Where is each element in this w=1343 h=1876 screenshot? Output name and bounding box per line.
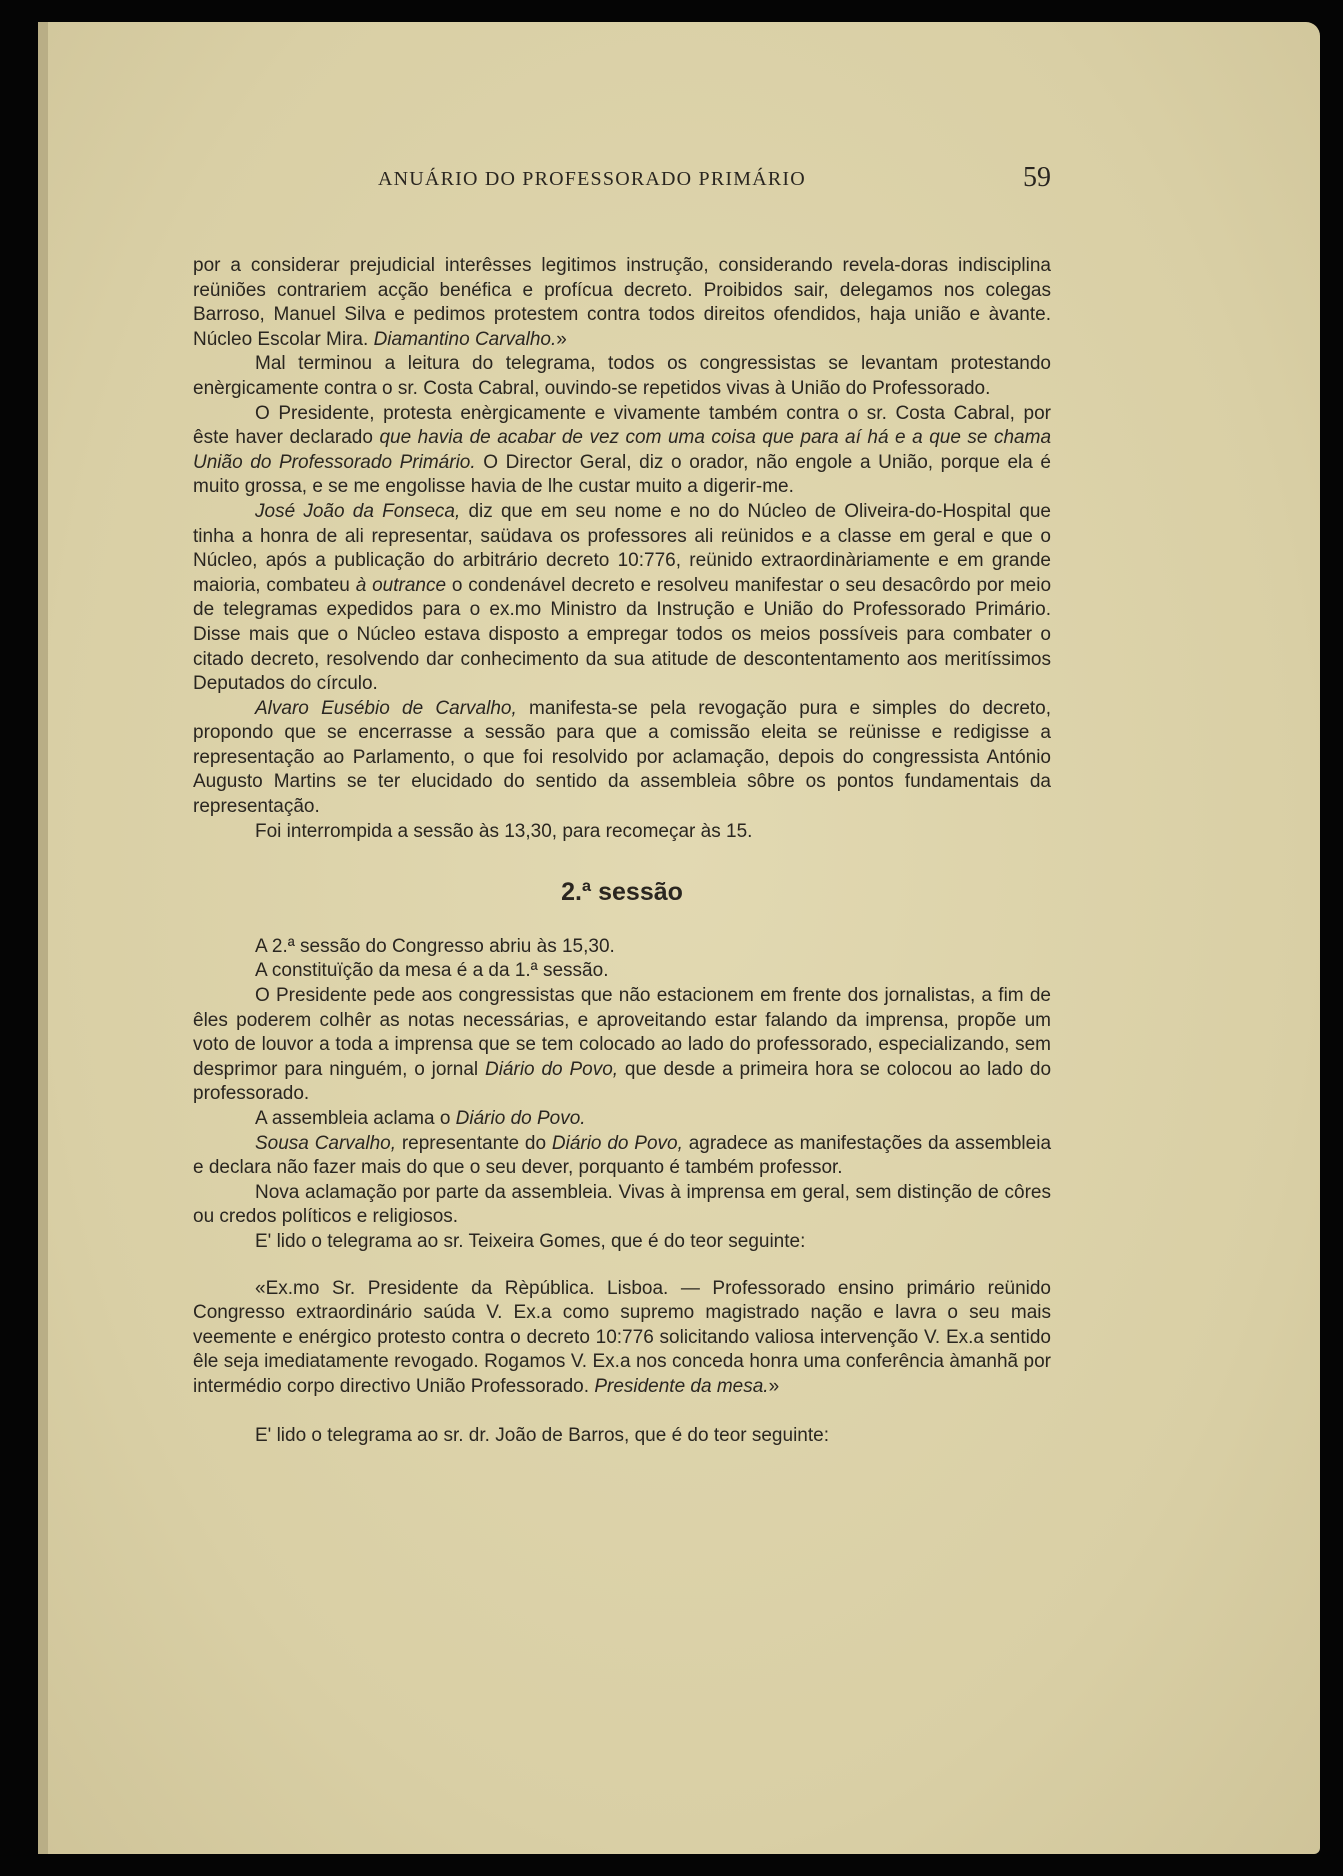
text-run: A assembleia aclama o [255, 1108, 451, 1129]
paragraph [193, 402, 1051, 500]
telegram-text [193, 1277, 1051, 1400]
italic-signature: Presidente da mesa. [594, 1375, 769, 1397]
text-run: que desde a primeira hora se colocou ao lado do professorado. [193, 1058, 1052, 1105]
text-run: representante do [401, 1132, 547, 1154]
text-run: O Presidente pede aos congressistas que não estacionem em frente dos jornalistas, a fim de êles poderem colhêr as notas necessárias, e aproveitando estar falando da imprensa, propõe um voto de louvor a toda a imprensa que se tem colocado ao lado do professorado, especializando, sem desprimor para ninguém, o jornal [193, 985, 1051, 1080]
paragraph: E' lido o telegrama ao sr. dr. João de Barros, que é do teor seguinte: [255, 1424, 829, 1446]
closing-quote: » [556, 328, 567, 350]
newspaper-name: Diário do Povo. [455, 1108, 586, 1129]
text-run: O Director Geral, diz o orador, não engole a União, porque ela é muito grossa, e se me engolisse havia de lhe custar muito a digerir-me. [193, 451, 1051, 498]
running-title: ANUÁRIO DO PROFESSORADO PRIMÁRIO [378, 168, 806, 190]
text-run: agradece as manifestações da assembleia e declara não fazer mais do que o seu dever, porquanto é também professor. [193, 1132, 1052, 1179]
paragraph: Nova aclamação por parte da assembleia. Vivas à imprensa em geral, sem distinção de côres ou credos políticos e religiosos. [193, 1181, 1051, 1228]
speaker-name: Sousa Carvalho, [255, 1132, 397, 1154]
newspaper-name: Diário do Povo, [551, 1132, 683, 1154]
text-run: por a considerar prejudicial interêsses legitimos instrução, considerando revela-doras indisciplina reüniões contrariem acção benéfica e profícua decreto. Proibidos sair, delegamos nos colegas Barroso, Manuel Silva e pedimos protestem contra todos direitos ofendidos, haja união e àvante. Núcleo Escolar Mira. [193, 255, 1051, 350]
page-number: 59 [1023, 162, 1051, 193]
section-heading: 2.ª sessão [561, 878, 683, 907]
paragraph [193, 1132, 1051, 1181]
page-binding-edge [38, 22, 48, 1854]
paragraph [193, 500, 1051, 697]
text-run: diz que em seu nome e no do Núcleo de Oliveira-do-Hospital que tinha a honra de ali representar, saüdava os professores ali reünidos e a classe em geral e que o Núcleo, após a publicação do arbitrário decreto 10:776, reünido extraordinàriamente e em grande maioria, combateu [193, 500, 1051, 596]
body-text [193, 254, 1051, 1448]
text-run: manifesta-se pela revogação pura e simples do decreto, propondo que se encerrasse a sessão para que a comissão eleita se reünisse e redigisse a representação ao Parlamento, o que foi resolvido por aclamação, depois do congressista António Augusto Martins se ter elucidado do sentido da assembleia sôbre os pontos fundamentais da representação. [193, 697, 1052, 818]
text-run: O Presidente, protesta enèrgicamente e vivamente também contra o sr. Costa Cabral, por êste haver declarado [193, 402, 1051, 449]
text-run: «Ex.mo Sr. Presidente da Rèpública. Lisboa. — Professorado ensino primário reünido Congresso extraordinário saúda V. Ex.a como supremo magistrado nação e lavra o seu mais veemente e enérgico protesto contra o decreto 10:776 solicitando valiosa intervenção V. Ex.a sentido êle seja imediatamente revogado. Rogamos V. Ex.a nos conceda honra uma conferência àmanhã por intermédio corpo directivo União Professorado. [193, 1277, 1051, 1397]
speaker-name: José João da Fonseca, [255, 500, 461, 522]
paragraph: Foi interrompida a sessão às 13,30, para recomeçar às 15. [255, 820, 753, 842]
closing-quote: » [768, 1375, 780, 1397]
italic-phrase: à outrance [355, 574, 447, 596]
running-header [185, 162, 1051, 196]
speaker-name: Alvaro Eusébio de Carvalho, [255, 697, 517, 719]
paragraph: A constituïção da mesa é a da 1.ª sessão. [255, 960, 609, 982]
newspaper-name: Diário do Povo, [484, 1058, 619, 1080]
paragraph [193, 1107, 1051, 1132]
paragraph [193, 254, 1051, 352]
paragraph [193, 697, 1051, 820]
paragraph: E' lido o telegrama ao sr. Teixeira Gomes, que é do teor seguinte: [255, 1230, 806, 1252]
paragraph: A 2.ª sessão do Congresso abriu às 15,30. [255, 935, 615, 957]
paragraph: Mal terminou a leitura do telegrama, todos os congressistas se levantam protestando enèrgicamente contra o sr. Costa Cabral, ouvindo-se repetidos vivas à União do Professorado. [193, 353, 1051, 399]
italic-quote: que havia de acabar de vez com uma coisa que para aí há e a que se chama União do Professorado Primário. [193, 427, 1052, 473]
italic-signature: Diamantino Carvalho. [373, 328, 557, 350]
paragraph [193, 984, 1051, 1107]
text-run: o condenável decreto e resolveu manifestar o seu desacôrdo por meio de telegramas expedidos para o ex.mo Ministro da Instrução e União do Professorado Primário. Disse mais que o Núcleo estava disposto a empregar todos os meios possíveis para combater o citado decreto, resolvendo dar conhecimento da sua atitude de descontentamento aos meritíssimos Deputados do círculo. [193, 574, 1052, 695]
